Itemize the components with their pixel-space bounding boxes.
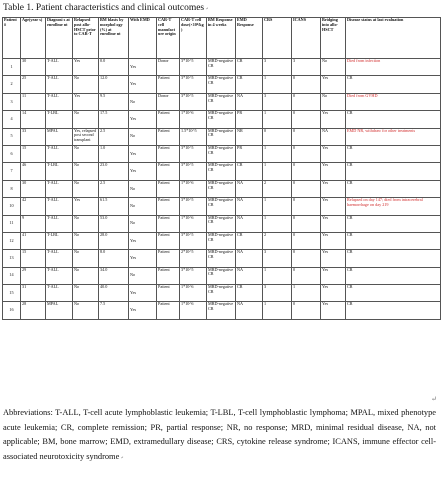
table-cell: Patient bbox=[157, 145, 180, 162]
table-cell: 3*10^5 bbox=[180, 267, 207, 284]
table-row bbox=[3, 163, 441, 180]
table-cell: 1 bbox=[263, 76, 292, 93]
table-cell: CR bbox=[346, 285, 441, 302]
table-cell: 1.5*10^5 bbox=[180, 128, 207, 145]
paragraph-mark-icon: ↵ bbox=[205, 6, 209, 11]
table-cell: T-LBL bbox=[46, 111, 73, 128]
patient-number-cell: 7 bbox=[3, 163, 21, 180]
table-cell: 0 bbox=[292, 215, 321, 232]
table-cell: Yes bbox=[73, 93, 99, 110]
column-header: EMD Response bbox=[236, 18, 263, 59]
table-cell: 3*10^5 bbox=[180, 76, 207, 93]
table-cell: 0 bbox=[292, 76, 321, 93]
table-cell: Yes bbox=[321, 145, 346, 162]
table-cell: 23.0 bbox=[99, 163, 129, 180]
table-cell: Yes bbox=[321, 267, 346, 284]
table-cell: Yes bbox=[129, 76, 157, 93]
table-cell: 0 bbox=[292, 145, 321, 162]
table-cell: 30 bbox=[21, 180, 46, 197]
table-cell: 0 bbox=[292, 198, 321, 215]
table-cell: MRD-negative CR bbox=[207, 198, 236, 215]
column-header: Bridging into allo-HSCT bbox=[321, 18, 346, 59]
table-cell: Yes bbox=[73, 59, 99, 76]
table-cell: Patient bbox=[157, 250, 180, 267]
table-cell: CR bbox=[236, 232, 263, 249]
table-cell: MRD-negative CR bbox=[207, 285, 236, 302]
table-cell: 30 bbox=[21, 59, 46, 76]
patient-number-cell: 10 bbox=[3, 198, 21, 215]
table-cell: Patient bbox=[157, 215, 180, 232]
table-cell: MRD-negative CR bbox=[207, 128, 236, 145]
table-title-text: Table 1. Patient characteristics and clinical outcomes bbox=[3, 3, 205, 13]
table-row bbox=[3, 128, 441, 145]
table-header bbox=[3, 18, 441, 59]
table-cell: No bbox=[73, 232, 99, 249]
table-cell: Yes bbox=[321, 76, 346, 93]
table-cell: MRD-negative CR bbox=[207, 215, 236, 232]
table-row bbox=[3, 111, 441, 128]
table-cell: 42 bbox=[21, 198, 46, 215]
table-cell: 15 bbox=[21, 250, 46, 267]
table-cell: 1 bbox=[263, 302, 292, 319]
table-cell: T-ALL bbox=[46, 285, 73, 302]
table-cell: 53.0 bbox=[99, 215, 129, 232]
table-row bbox=[3, 76, 441, 93]
table-cell: 3 bbox=[263, 93, 292, 110]
column-header: Age(year s) bbox=[21, 18, 46, 59]
table-cell: 2 bbox=[263, 232, 292, 249]
table-cell: Yes bbox=[129, 302, 157, 319]
table-cell: Yes bbox=[321, 250, 346, 267]
table-cell: Yes bbox=[129, 59, 157, 76]
table-row bbox=[3, 302, 441, 319]
table-cell: 40.0 bbox=[99, 285, 129, 302]
table-cell: 3*10^5 bbox=[180, 93, 207, 110]
patient-number-cell: 3 bbox=[3, 93, 21, 110]
patient-number-cell: 11 bbox=[3, 215, 21, 232]
table-cell: 2.5 bbox=[99, 128, 129, 145]
abbreviations-text: Abbreviations: T-ALL, T-cell acute lymphoblastic leukemia; T-LBL, T-cell lymphoblastic lymphoma; MPAL, mixed phenotype acute leukemia; CR, complete remission; PR, partial response; NR, no response; MRD, minimal residual disease, NA, not applicable; BM, bone marrow; EMD, extramedullary disease; CRS, cytokine release syndrome; ICANS, immune effector cell-associated neurotoxicity syndrome bbox=[3, 408, 436, 461]
patient-number-cell: 2 bbox=[3, 76, 21, 93]
table-cell: CR bbox=[346, 163, 441, 180]
patient-number-cell: 8 bbox=[3, 180, 21, 197]
table-cell: NA bbox=[236, 198, 263, 215]
column-header: CRS bbox=[263, 18, 292, 59]
table-cell: 3*10^5 bbox=[180, 145, 207, 162]
table-cell: CR bbox=[236, 76, 263, 93]
patient-number-cell: 4 bbox=[3, 111, 21, 128]
table-cell: 28.0 bbox=[99, 232, 129, 249]
table-cell: 1 bbox=[292, 285, 321, 302]
table-cell: MRD-negative CR bbox=[207, 250, 236, 267]
table-cell: CR bbox=[346, 267, 441, 284]
table-cell: 2.5 bbox=[99, 180, 129, 197]
table-cell: Patient bbox=[157, 267, 180, 284]
table-cell: 1 bbox=[263, 145, 292, 162]
table-cell: 0 bbox=[292, 93, 321, 110]
table-cell: No bbox=[73, 250, 99, 267]
table-cell: 3*10^5 bbox=[180, 163, 207, 180]
table-cell: 31 bbox=[21, 285, 46, 302]
table-cell: 0 bbox=[292, 250, 321, 267]
table-cell: CR bbox=[236, 163, 263, 180]
table-cell: 3*10^5 bbox=[180, 198, 207, 215]
table-cell: No bbox=[321, 93, 346, 110]
column-header: CAR-T cell dose(×10⁶/kg) bbox=[180, 18, 207, 59]
table-cell: 2*10^5 bbox=[180, 250, 207, 267]
patient-number-cell: 15 bbox=[3, 285, 21, 302]
table-row bbox=[3, 180, 441, 197]
table-cell: 34.0 bbox=[99, 267, 129, 284]
table-cell: 0 bbox=[292, 232, 321, 249]
table-cell: 0 bbox=[292, 128, 321, 145]
table-cell: 0 bbox=[292, 111, 321, 128]
table-cell: No bbox=[73, 302, 99, 319]
table-cell: Donor bbox=[157, 59, 180, 76]
table-cell: MRD-negative CR bbox=[207, 76, 236, 93]
table-cell: 9 bbox=[21, 215, 46, 232]
table-cell: T-ALL bbox=[46, 267, 73, 284]
table-cell: NA bbox=[321, 128, 346, 145]
table-cell: PR bbox=[236, 145, 263, 162]
table-row bbox=[3, 93, 441, 110]
table-cell: Yes bbox=[321, 163, 346, 180]
table-cell: Yes bbox=[321, 215, 346, 232]
table-cell: T-ALL bbox=[46, 59, 73, 76]
table-cell: CR bbox=[346, 76, 441, 93]
table-cell: CR bbox=[346, 302, 441, 319]
table-cell: 1*10^6 bbox=[180, 111, 207, 128]
table-cell: 3 bbox=[263, 285, 292, 302]
table-cell: No bbox=[73, 285, 99, 302]
table-cell: Yes bbox=[129, 163, 157, 180]
table-cell: MRD-negative CR bbox=[207, 302, 236, 319]
table-cell: No bbox=[129, 215, 157, 232]
table-cell: CR bbox=[236, 59, 263, 76]
patient-number-cell: 5 bbox=[3, 128, 21, 145]
table-row bbox=[3, 59, 441, 76]
table-cell: CR bbox=[346, 145, 441, 162]
table-cell: MRD-negative CR bbox=[207, 267, 236, 284]
table-row bbox=[3, 267, 441, 284]
table-cell: 3*10^5 bbox=[180, 59, 207, 76]
table-cell: Yes bbox=[321, 302, 346, 319]
table-cell: Yes bbox=[129, 250, 157, 267]
patient-number-cell: 6 bbox=[3, 145, 21, 162]
table-cell: 1*10^6 bbox=[180, 285, 207, 302]
table-cell: MRD-negative CR bbox=[207, 180, 236, 197]
table-cell: Patient bbox=[157, 128, 180, 145]
table-cell: T-ALL bbox=[46, 180, 73, 197]
table-cell: No bbox=[129, 180, 157, 197]
table-cell: NA bbox=[236, 267, 263, 284]
table-cell: 41 bbox=[21, 232, 46, 249]
table-cell: MRD-negative CR bbox=[207, 145, 236, 162]
table-cell: No bbox=[129, 93, 157, 110]
column-header: With EMD bbox=[129, 18, 157, 59]
table-cell: 2 bbox=[263, 180, 292, 197]
table-row bbox=[3, 215, 441, 232]
table-cell: Patient bbox=[157, 302, 180, 319]
table-cell: No bbox=[73, 111, 99, 128]
column-header: Relapsed post allo-HSCT prior to CAR-T bbox=[73, 18, 99, 59]
table-row bbox=[3, 198, 441, 215]
table-cell: T-LBL bbox=[46, 163, 73, 180]
table-body bbox=[3, 59, 441, 320]
table-cell: 3 bbox=[263, 59, 292, 76]
table-cell: 3 bbox=[263, 250, 292, 267]
table-row bbox=[3, 285, 441, 302]
table-cell: NA bbox=[236, 180, 263, 197]
table-cell: 0 bbox=[263, 128, 292, 145]
table-cell: 61.5 bbox=[99, 198, 129, 215]
table-cell: No bbox=[129, 267, 157, 284]
table-cell: MRD-negative CR bbox=[207, 59, 236, 76]
table-cell: MRD-negative CR bbox=[207, 93, 236, 110]
table-cell: 0 bbox=[292, 180, 321, 197]
table-cell: 28 bbox=[21, 302, 46, 319]
table-cell: T-ALL bbox=[46, 198, 73, 215]
table-row bbox=[3, 145, 441, 162]
table-cell: Yes bbox=[321, 232, 346, 249]
table-cell: Donor bbox=[157, 93, 180, 110]
table-cell: 3 bbox=[292, 59, 321, 76]
table-cell: Patient bbox=[157, 76, 180, 93]
table-cell: Died from GVHD bbox=[346, 93, 441, 110]
table-cell: 1.0 bbox=[99, 145, 129, 162]
column-header: BM Response in 4 weeks bbox=[207, 18, 236, 59]
table-cell: MRD-negative CR bbox=[207, 111, 236, 128]
table-container bbox=[2, 17, 441, 320]
table-cell: NA bbox=[236, 302, 263, 319]
table-cell: Patient bbox=[157, 163, 180, 180]
table-cell: No bbox=[73, 163, 99, 180]
patient-number-cell: 1 bbox=[3, 59, 21, 76]
table-cell: 1 bbox=[263, 267, 292, 284]
table-cell: T-ALL bbox=[46, 76, 73, 93]
table-cell: MRD-negative CR bbox=[207, 163, 236, 180]
table-cell: Yes bbox=[73, 198, 99, 215]
table-cell: Yes, relapsed post second transplant bbox=[73, 128, 99, 145]
table-cell: 0 bbox=[292, 163, 321, 180]
table-cell: 8.0 bbox=[99, 250, 129, 267]
patient-table bbox=[2, 17, 441, 320]
table-cell: 25 bbox=[21, 76, 46, 93]
table-cell: No bbox=[321, 59, 346, 76]
column-header: CAR-T cell manufact ure origin bbox=[157, 18, 180, 59]
table-cell: No bbox=[73, 180, 99, 197]
table-cell: 3*10^5 bbox=[180, 232, 207, 249]
table-cell: 17.5 bbox=[99, 111, 129, 128]
table-cell: 15 bbox=[21, 145, 46, 162]
table-cell: No bbox=[73, 145, 99, 162]
table-cell: Yes bbox=[321, 285, 346, 302]
table-cell: No bbox=[73, 76, 99, 93]
table-cell: No bbox=[129, 198, 157, 215]
table-cell: 1*10^6 bbox=[180, 180, 207, 197]
table-cell: 46 bbox=[21, 163, 46, 180]
table-cell: MPAL bbox=[46, 302, 73, 319]
table-cell: T-LBL bbox=[46, 232, 73, 249]
table-cell: 1*10^6 bbox=[180, 215, 207, 232]
table-cell: Yes bbox=[129, 145, 157, 162]
patient-number-cell: 12 bbox=[3, 232, 21, 249]
column-header: Disease status at last evaluation bbox=[346, 18, 441, 59]
table-cell: CR bbox=[346, 111, 441, 128]
table-cell: Yes bbox=[129, 285, 157, 302]
table-cell: NA bbox=[236, 93, 263, 110]
table-cell: T-ALL bbox=[46, 250, 73, 267]
table-row bbox=[3, 250, 441, 267]
table-cell: 33 bbox=[21, 128, 46, 145]
table-cell: No bbox=[73, 215, 99, 232]
table-cell: T-ALL bbox=[46, 145, 73, 162]
table-cell: Died from infection bbox=[346, 59, 441, 76]
column-header: Patient # bbox=[3, 18, 21, 59]
abbreviations-paragraph bbox=[3, 406, 436, 465]
table-cell: CR bbox=[346, 250, 441, 267]
table-cell: 29 bbox=[21, 267, 46, 284]
table-cell: 11 bbox=[21, 93, 46, 110]
patient-number-cell: 14 bbox=[3, 267, 21, 284]
table-cell: Yes bbox=[321, 198, 346, 215]
table-title bbox=[3, 3, 209, 13]
paragraph-mark-icon: ↵ bbox=[120, 454, 124, 460]
table-cell: 0 bbox=[292, 267, 321, 284]
table-cell: PR bbox=[236, 111, 263, 128]
table-cell: 12.0 bbox=[99, 76, 129, 93]
table-row bbox=[3, 232, 441, 249]
table-cell: Patient bbox=[157, 285, 180, 302]
table-cell: Yes bbox=[129, 232, 157, 249]
table-cell: T-ALL bbox=[46, 93, 73, 110]
table-cell: No bbox=[73, 267, 99, 284]
table-cell: EMD NR, withdraw for other treatments bbox=[346, 128, 441, 145]
table-cell: T-ALL bbox=[46, 215, 73, 232]
table-cell: Patient bbox=[157, 111, 180, 128]
table-cell: Yes bbox=[129, 111, 157, 128]
table-cell: Patient bbox=[157, 198, 180, 215]
table-cell: CR bbox=[346, 215, 441, 232]
table-cell: 9.5 bbox=[99, 93, 129, 110]
table-cell: 7.5 bbox=[99, 302, 129, 319]
table-cell: Yes bbox=[321, 180, 346, 197]
table-cell: 1 bbox=[263, 215, 292, 232]
table-cell: MPAL bbox=[46, 128, 73, 145]
table-cell: MRD-negative CR bbox=[207, 232, 236, 249]
column-header: BM blasts by morphol ogy (%) at enrollme nt bbox=[99, 18, 129, 59]
table-cell: 1*10^6 bbox=[180, 302, 207, 319]
column-header: Diagnosi s at enrollme nt bbox=[46, 18, 73, 59]
table-cell: 1 bbox=[263, 163, 292, 180]
column-header: ICANS bbox=[292, 18, 321, 59]
table-cell: Relapsed on day 147; died from intracerebral haemorrhage on day 219 bbox=[346, 198, 441, 215]
table-cell: 1 bbox=[263, 111, 292, 128]
table-cell: CR bbox=[346, 180, 441, 197]
table-cell: 0.0 bbox=[99, 59, 129, 76]
table-cell: No bbox=[129, 128, 157, 145]
table-cell: NA bbox=[236, 215, 263, 232]
table-cell: 0 bbox=[292, 302, 321, 319]
table-cell: 1 bbox=[263, 198, 292, 215]
patient-number-cell: 13 bbox=[3, 250, 21, 267]
table-cell: CR bbox=[346, 232, 441, 249]
table-cell: NA bbox=[236, 250, 263, 267]
patient-number-cell: 16 bbox=[3, 302, 21, 319]
table-cell: NR bbox=[236, 128, 263, 145]
table-cell: CR bbox=[236, 285, 263, 302]
table-cell: Yes bbox=[321, 111, 346, 128]
table-cell: 14 bbox=[21, 111, 46, 128]
table-cell: Patient bbox=[157, 180, 180, 197]
table-end-mark-icon: ↵ bbox=[431, 395, 437, 403]
header-row bbox=[3, 18, 441, 59]
table-cell: Patient bbox=[157, 232, 180, 249]
